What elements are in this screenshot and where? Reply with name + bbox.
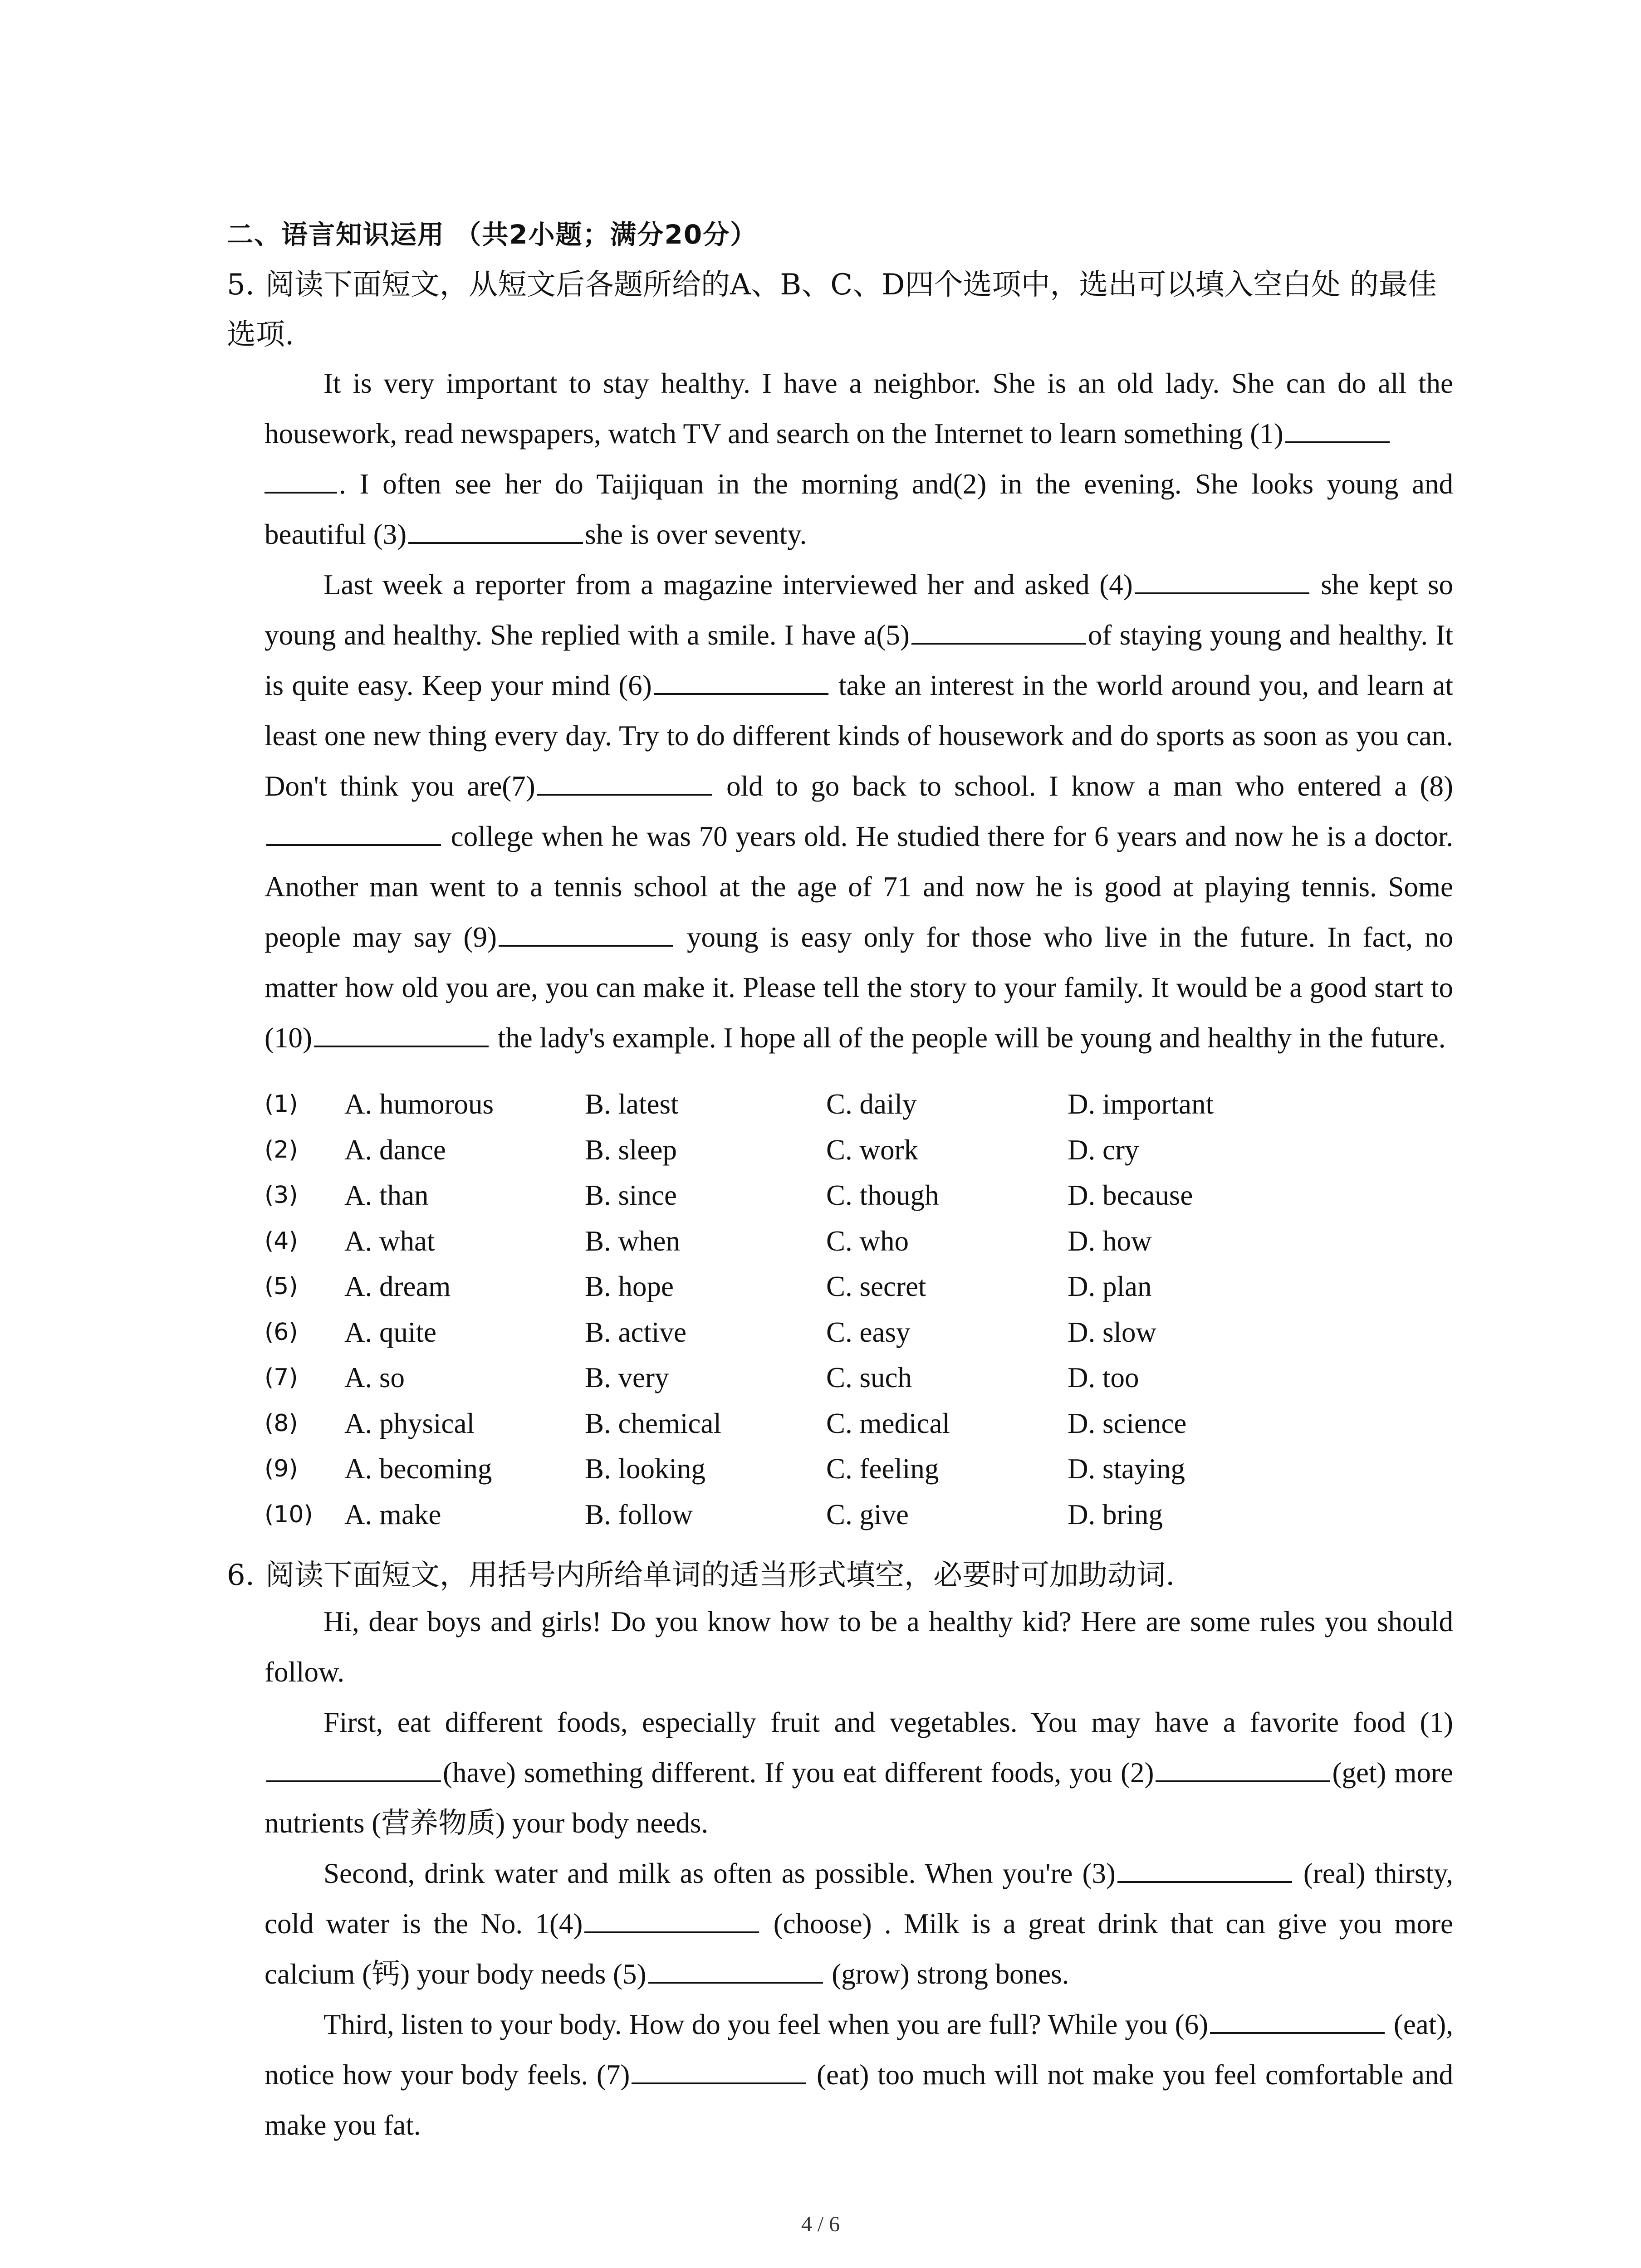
option-c[interactable]: C. such (826, 1362, 912, 1393)
option-a[interactable]: A. so (344, 1362, 405, 1393)
blank-6[interactable] (654, 666, 828, 695)
option-c[interactable]: C. who (826, 1225, 909, 1257)
option-d[interactable]: D. important (1068, 1088, 1214, 1120)
blank-9[interactable] (499, 918, 673, 947)
option-a[interactable]: A. physical (344, 1407, 475, 1439)
q5-paragraph-2: Last week a reporter from a magazine interviewed her and asked (4) she kept so young and healthy. She replied with a smile. I have a(5) of staying young and healthy. It is quite easy. Keep your mind (6) take an interest in the world around you, and learn at least one new thing every day. Try to do different kinds of housework and do sports as soon as you can. Don't think you are(7) old to go back to school. I know a man who entered a (8) college when he was 70 years old. He studied there for 6 years and now he is a doctor. Another man went to a tennis school at the age of 71 and now he is good at playing tennis. Some people may say (9) young is easy only for those who live in the future. In fact, no matter how old you are, you can make it. Please tell the story to your family. It would be a good start to (10) the lady's example. I hope all of the people will be young and healthy in the future. (265, 560, 1453, 1063)
blank-3[interactable] (1117, 1854, 1292, 1883)
q6-paragraph-4: Third, listen to your body. How do you feel when you are full? While you (6) (eat), notice how your body feels. (7) (eat) too much will not make you feel comfortable and make you fat. (265, 1999, 1453, 2151)
option-a[interactable]: A. what (344, 1225, 435, 1257)
blank-2[interactable] (1156, 1753, 1330, 1782)
option-a[interactable]: A. humorous (344, 1088, 494, 1120)
blank-1[interactable] (266, 1753, 441, 1782)
option-c[interactable]: C. daily (826, 1088, 917, 1120)
option-b[interactable]: B. active (585, 1316, 686, 1348)
q6-paragraph-2: First, eat different foods, especially fruit and vegetables. You may have a favorite food (1)(have) something different. If you eat different foods, you (2) (get) more nutrients (营养物质) your body needs. (265, 1706, 1453, 1839)
blank-1-cont (265, 464, 337, 494)
blank-6[interactable] (1210, 2005, 1385, 2034)
question-number: 5. (227, 268, 255, 302)
blank-1[interactable] (1285, 414, 1390, 443)
option-b[interactable]: B. latest (585, 1088, 679, 1120)
option-c[interactable]: C. though (826, 1179, 939, 1211)
option-d[interactable]: D. too (1068, 1362, 1139, 1393)
option-c[interactable]: C. medical (826, 1407, 950, 1439)
option-d[interactable]: D. bring (1068, 1498, 1163, 1530)
q6-paragraph-1: Hi, dear boys and girls! Do you know how to be a healthy kid? Here are some rules you should follow. (265, 1606, 1453, 1688)
q5-paragraph-1: It is very important to stay healthy. I have a neighbor. She is an old lady. She can do all the housework, read newspapers, watch TV and search on the Internet to learn something (1) . I often see her do Taijiquan in the morning and(2) in the evening. She looks young and beautiful (3) she is over seventy. (265, 367, 1453, 550)
option-b[interactable]: B. hope (585, 1271, 674, 1302)
option-a[interactable]: A. becoming (344, 1453, 492, 1485)
option-b[interactable]: B. looking (585, 1453, 706, 1485)
option-d[interactable]: D. science (1068, 1407, 1187, 1439)
blank-5[interactable] (648, 1955, 823, 1984)
blank-8[interactable] (266, 817, 441, 846)
blank-3[interactable] (408, 515, 583, 544)
question-number: 6. (227, 1559, 255, 1592)
blank-4[interactable] (1135, 565, 1309, 594)
option-c[interactable]: C. easy (826, 1316, 911, 1348)
option-a[interactable]: A. make (344, 1498, 441, 1530)
option-a[interactable]: A. dream (344, 1271, 451, 1302)
question-5-instruction (227, 260, 1452, 360)
section-title: 二、语言知识运用 （共2小题；满分20分） (227, 219, 758, 250)
q6-passage (265, 1597, 1453, 2151)
blank-5[interactable] (911, 616, 1086, 645)
option-a[interactable]: A. than (344, 1179, 429, 1211)
exam-page: 二、语言知识运用 （共2小题；满分20分） 5. 阅读下面短文，从短文后各题所给的A、B、C、D四个选项中，选出可以填入空白处 的最佳选项. It is very important to stay healthy. I have a neighbor. She is an old lady. She can do all the housework, read newspapers, watch TV and search on the Internet to learn something (1) . I often see her do Taijiquan in the morning and(2) in the evening. She looks young and beautiful (3) she is over seventy. Last week a reporter from a magazine interviewed her and asked (4) she kept so young and healthy. She replied with a smile. I have a(5) of staying young and healthy. It is quite easy. Keep your mind (6) take an interest in the world around you, and learn at least one new thing every day. Try to do different kinds of housework and do sports as soon as you can. Don't think you are(7) old to go back to school. I know a man who entered a (8) college when he was 70 years old. He studied there for 6 years and now he is a doctor. Another man went to a tennis school at the age of 71 and now he is good at playing tennis. Some people may say (9) young is easy only for those who live in the future. In fact, no matter how old you are, you can make it. Please tell the story to your family. It would be a good start to (10) the lady's example. I hope all of the people will be young and healthy in the future. (1) A. humorous B. latest C. daily D. important (2) A. dance B. sleep C. work D. cry (3) A. than B. since C. though D. because (4) A. what B. when C. who D. how (5) A. dream B. hope C. secret D. plan (6) A. quite B. active C. easy D. slow (7) A. so B. very C. such D. too (8) A. physical B. chemical C. medical D. science (9) A. becoming B. looking C. feeling D. staying (10) A. make B. follow C. give D. bring 6. 阅读下面短文，用括号内所给单词的适当形式填空，必要时可加助动词. Hi, dear boys and girls! Do you know how to be a healthy kid? Here are some rules you should follow. First, eat different foods, especially fruit and vegetables. You may have a favorite food (1)(have) something different. If you eat different foods, you (2) (get) more nutrients (营养物质) your body needs. Second, drink water and milk as often as possible. When you're (3) (real) thirsty, cold water is the No. 1(4) (choose) . Milk is a great drink that can give you more calcium (钙) your body needs (5) (grow) strong bones. Third, listen to your body. How do you feel when you are full? While you (6) (eat), notice how your body feels. (7) (eat) too much will not make you feel comfortable and make you fat. 4 / 6 (0, 0, 1641, 2268)
option-b[interactable]: B. since (585, 1179, 677, 1211)
option-c[interactable]: C. give (826, 1498, 909, 1530)
question-6-instruction (227, 1550, 1452, 1600)
blank-7[interactable] (632, 2055, 806, 2084)
option-b[interactable]: B. follow (585, 1498, 693, 1530)
blank-4[interactable] (584, 1904, 759, 1933)
option-c[interactable]: C. work (826, 1134, 918, 1166)
option-b[interactable]: B. very (585, 1362, 669, 1393)
option-d[interactable]: D. staying (1068, 1453, 1185, 1485)
blank-10[interactable] (314, 1018, 489, 1047)
q6-paragraph-3: Second, drink water and milk as often as possible. When you're (3) (real) thirsty, cold water is the No. 1(4) (choose) . Milk is a great drink that can give you more calcium (钙) your body needs (5) (grow) strong bones. (265, 1848, 1453, 1999)
option-b[interactable]: B. when (585, 1225, 680, 1257)
option-b[interactable]: B. sleep (585, 1134, 677, 1166)
option-c[interactable]: C. secret (826, 1271, 926, 1302)
instruction-text: 阅读下面短文，用括号内所给单词的适当形式填空，必要时可加助动词. (265, 1559, 1175, 1592)
option-a[interactable]: A. dance (344, 1134, 446, 1166)
blank-7[interactable] (537, 767, 712, 796)
option-d[interactable]: D. cry (1068, 1134, 1139, 1166)
q5-passage (265, 358, 1453, 1063)
option-d[interactable]: D. slow (1068, 1316, 1157, 1348)
option-b[interactable]: B. chemical (585, 1407, 721, 1439)
instruction-text: 阅读下面短文，从短文后各题所给的A、B、C、D四个选项中，选出可以填入空白处 的最佳选项. (227, 268, 1437, 352)
option-d[interactable]: D. how (1068, 1225, 1152, 1257)
option-c[interactable]: C. feeling (826, 1453, 939, 1485)
option-d[interactable]: D. because (1068, 1179, 1193, 1211)
option-d[interactable]: D. plan (1068, 1271, 1152, 1302)
option-a[interactable]: A. quite (344, 1316, 436, 1348)
page-number: 4 / 6 (801, 2212, 840, 2236)
